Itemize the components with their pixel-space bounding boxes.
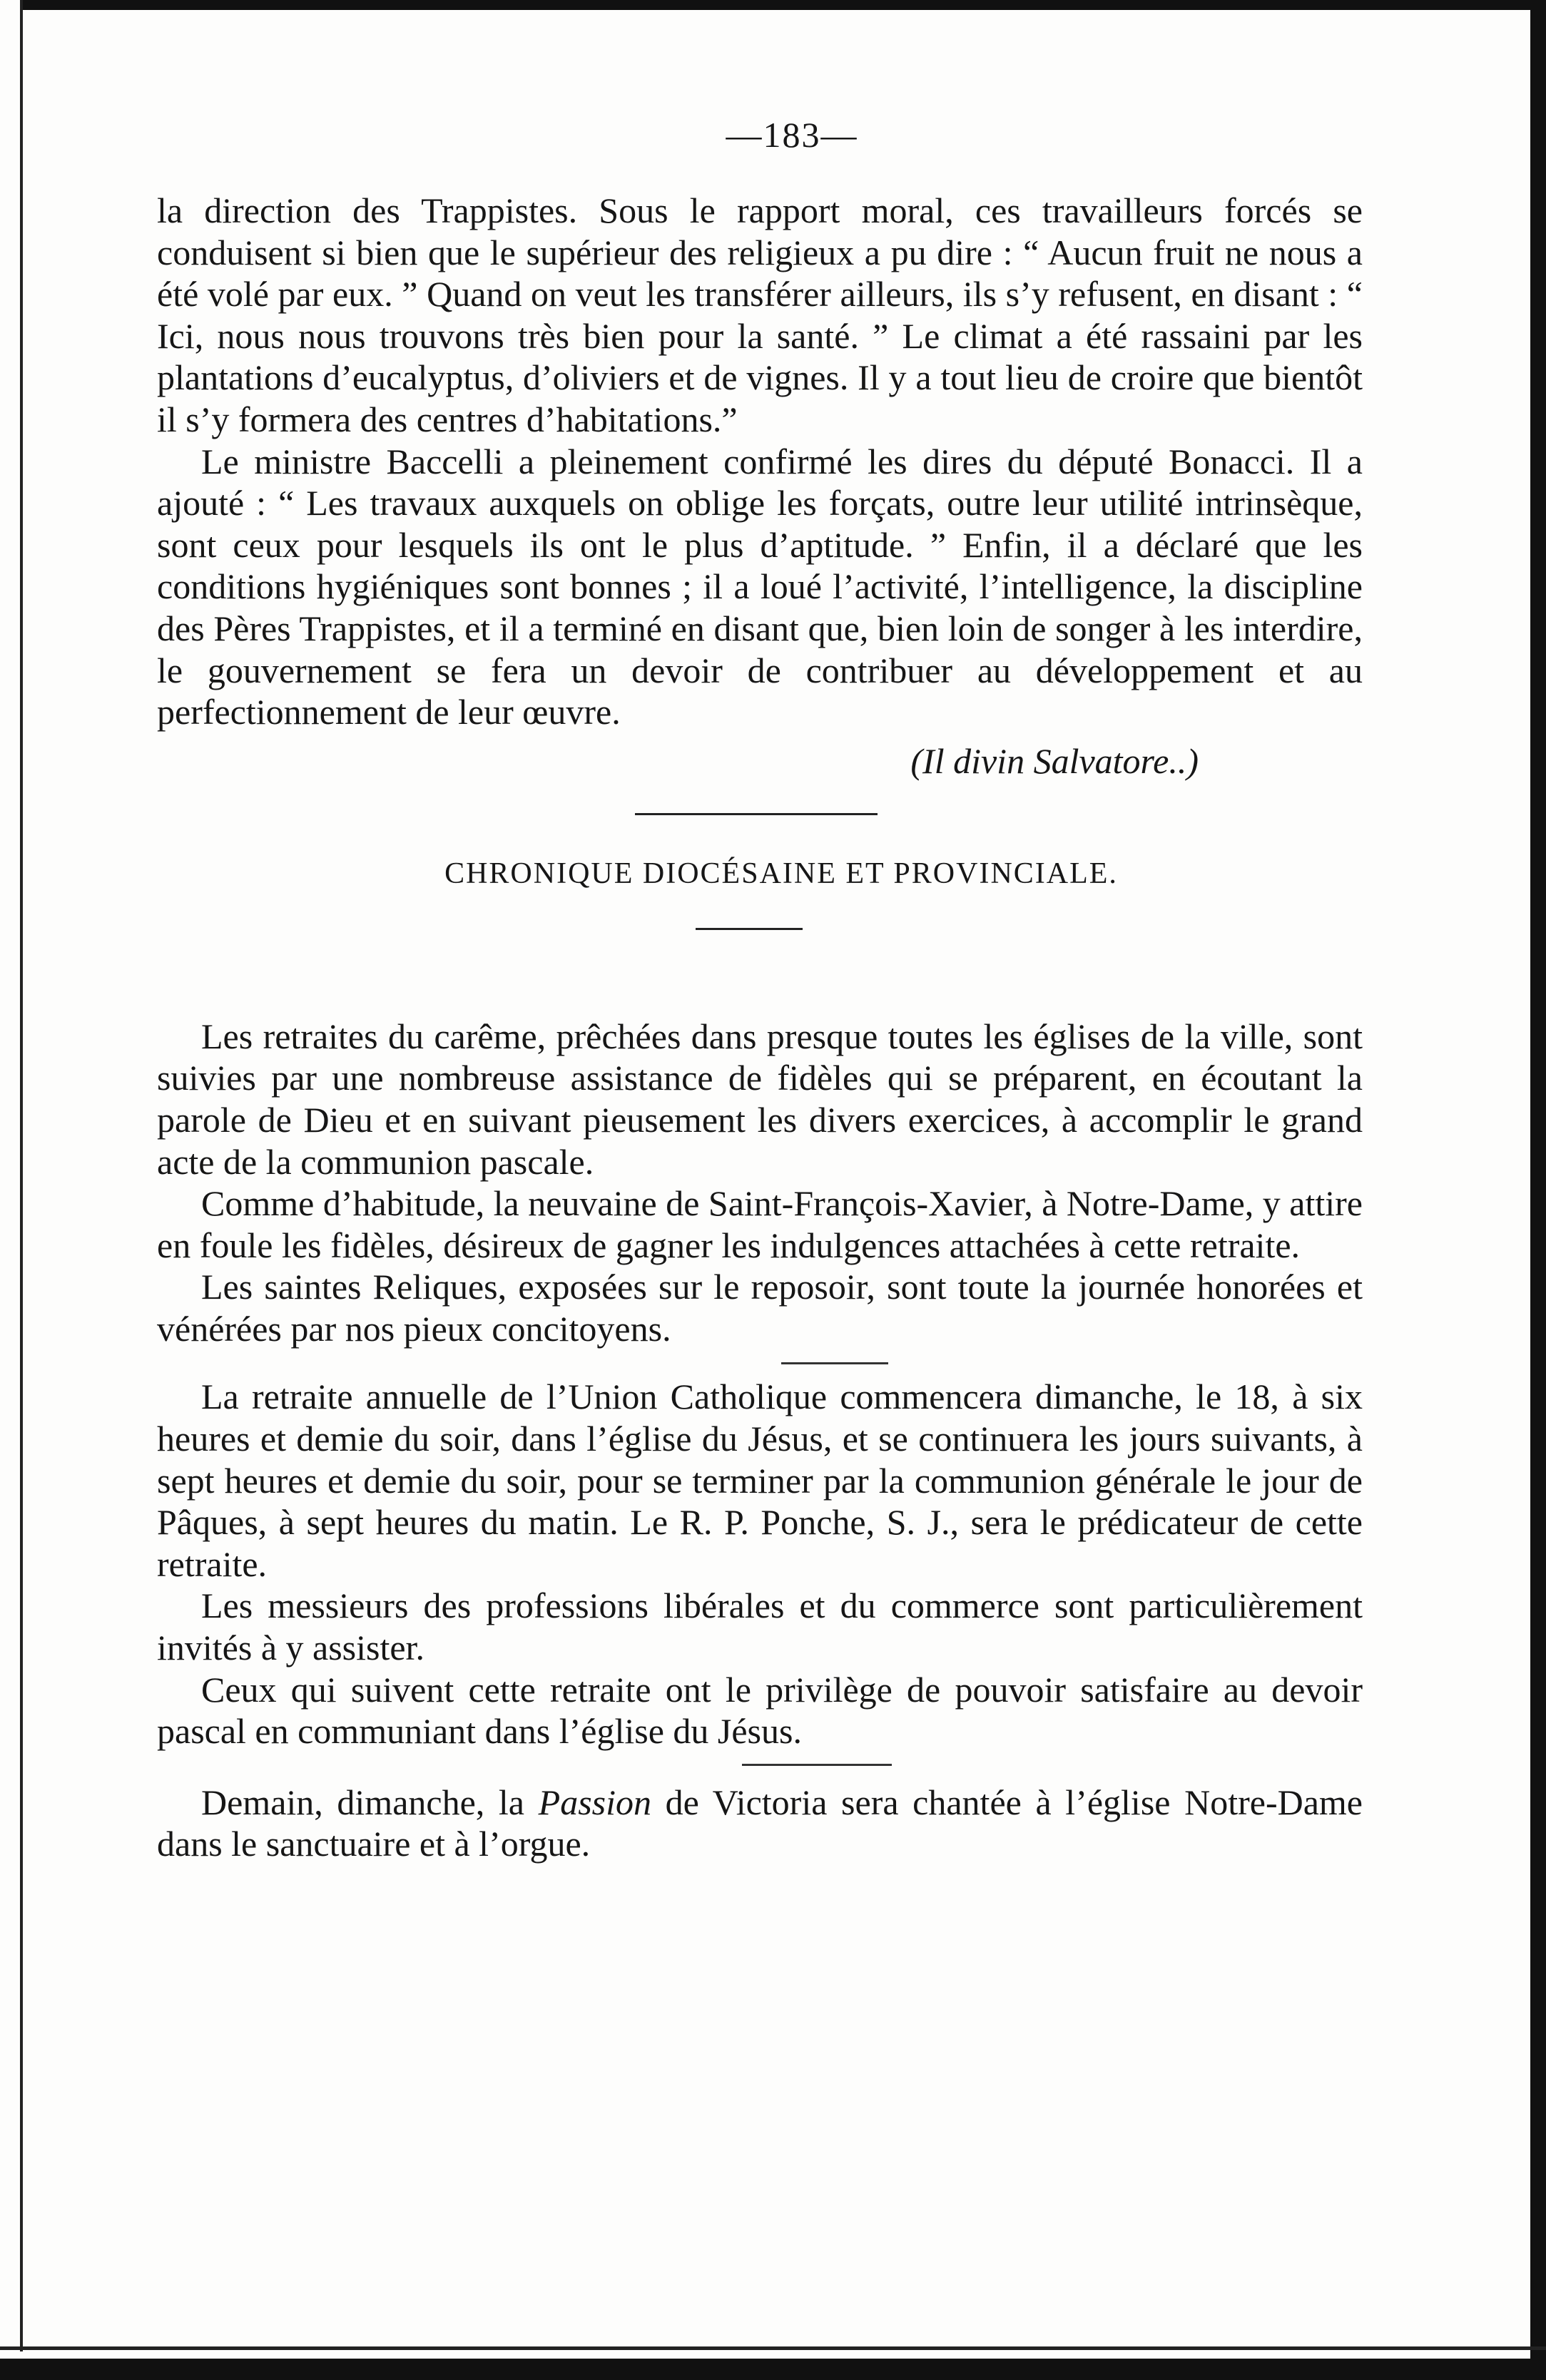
- page-content: [157, 114, 1363, 1865]
- scan-border-top: [21, 0, 1546, 10]
- paragraph-continued: la direction des Trappistes. Sous le rapport moral, ces travailleurs forcés se conduisent si bien que le supérieur des religieux a pu dire : “ Aucun fruit ne nous a été volé par eux. ” Quand on veut les transférer ailleurs, ils s’y refusent, en disant : “ Ici, nous nous trouvons très bien pour la santé. ” Le climat a été rassaini par les plantations d’eucalyptus, d’oliviers et de vignes. Il y a tout lieu de croire que bientôt il s’y formera des centres d’habitations.”: [157, 190, 1363, 439]
- paragraph-passion: [157, 1782, 1363, 1865]
- section-divider: [635, 813, 878, 815]
- item-separator-2: [742, 1764, 892, 1766]
- paragraph-messieurs: Les messieurs des professions libérales et du commerce sont particulièrement invités à y assister.: [157, 1585, 1363, 1668]
- scan-border-left: [20, 0, 23, 2351]
- source-citation: (Il divin Salvatore..): [910, 740, 1199, 781]
- section-heading: CHRONIQUE DIOCÉSAINE ET PROVINCIALE.: [444, 857, 1118, 890]
- paragraph-privilege: Ceux qui suivent cette retraite ont le privilège de pouvoir satisfaire au devoir pascal en communiant dans l’église du Jésus.: [157, 1669, 1363, 1752]
- page-number: —183—: [726, 115, 858, 155]
- paragraph-neuvaine: Comme d’habitude, la neuvaine de Saint-François-Xavier, à Notre-Dame, y attire en foule les fidèles, désireux de gagner les indulgences attachées à cette retraite.: [157, 1183, 1363, 1265]
- passion-text-before: Demain, dimanche, la: [201, 1782, 539, 1822]
- chronicle-block-1: [157, 1016, 1363, 1350]
- scan-border-bottom-inner: [0, 2346, 1546, 2350]
- scan-border-right: [1530, 0, 1546, 2380]
- paragraph-reliques: Les saintes Reliques, exposées sur le reposoir, sont toute la journée honorées et vénérées par nos pieux concitoyens.: [157, 1267, 1363, 1349]
- paragraph-retraites: Les retraites du carême, prêchées dans presque toutes les églises de la ville, sont suivies par une nombreuse assistance de fidèles qui se préparent, en écoutant la parole de Dieu et en suivant pieusement les divers exercices, à accomplir le grand acte de la communion pascale.: [157, 1016, 1363, 1182]
- chronicle-block-2: [157, 1376, 1363, 1752]
- heading-underline: [696, 928, 803, 930]
- passion-title: Passion: [538, 1782, 652, 1822]
- paragraph-union-catholique: La retraite annuelle de l’Union Catholique commencera dimanche, le 18, à six heures et demie du soir, dans l’église du Jésus, et se continuera les jours suivants, à sept heures et demie du soir, pour se terminer par la communion générale le jour de Pâques, à sept heures du matin. Le R. P. Ponche, S. J., sera le prédicateur de cette retraite.: [157, 1377, 1363, 1584]
- scan-border-bottom: [0, 2359, 1546, 2380]
- paragraph-baccelli: Le ministre Baccelli a pleinement confirmé les dires du député Bonacci. Il a ajouté : “ Les travaux auxquels on oblige les forçats, outre leur utilité intrinsèque, sont ceux pour lesquels ils ont le plus d’aptitude. ” Enfin, il a déclaré que les conditions hygiéniques sont bonnes ; il a loué l’activité, l’intelligence, la discipline des Pères Trappistes, et il a terminé en disant que, bien loin de songer à les interdire, le gouvernement se fera un devoir de contribuer au développement et au perfectionnement de leur œuvre.: [157, 441, 1363, 732]
- passion-text-after: de Victoria sera chantée à l’église Notre-Dame dans le sanctuaire et à l’orgue.: [157, 1782, 1363, 1864]
- item-separator-1: [781, 1362, 888, 1364]
